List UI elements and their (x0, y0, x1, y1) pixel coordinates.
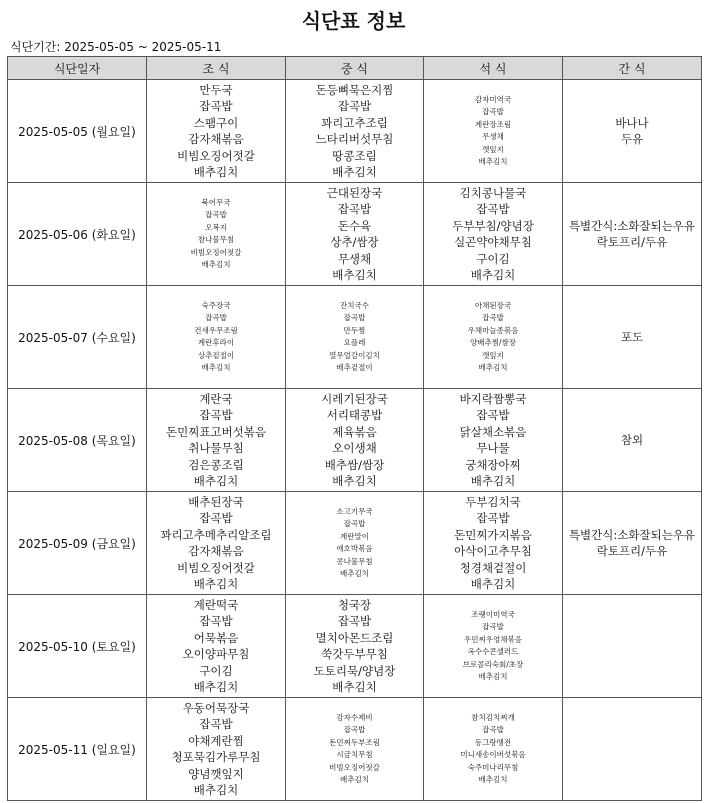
dinner-item: 조랭이미역국 (471, 609, 515, 619)
breakfast-item: 계란후라이 (197, 338, 235, 347)
lunch-item: 땅콩조림 (332, 148, 377, 163)
meal-table (7, 56, 702, 801)
dinner-item: 실곤약야채무침 (454, 235, 532, 249)
dinner-item: 구이김 (476, 251, 510, 266)
lunch-item: 열무얼갈이김치 (329, 350, 380, 360)
breakfast-cell (147, 492, 286, 595)
breakfast-item: 잡곡밥 (199, 511, 233, 525)
dinner-item: 배추김치 (478, 363, 508, 372)
snack-item: 참외 (620, 432, 644, 447)
dinner-cell (424, 389, 563, 492)
snack-item: 특별간식:소화잘되는우유 (568, 218, 696, 233)
breakfast-item: 오복지 (205, 222, 227, 232)
lunch-item: 배추김치 (332, 680, 377, 694)
dinner-item: 잡곡밥 (482, 313, 504, 322)
lunch-item: 배추김치 (332, 474, 377, 488)
lunch-item: 돈수육 (337, 218, 372, 233)
meal-date: 2025-05-10 (토요일) (8, 595, 147, 698)
header-snack: 간 식 (563, 57, 702, 80)
dinner-item: 닭살채소볶음 (459, 424, 527, 439)
lunch-item: 멸치아몬드조림 (315, 630, 394, 645)
meal-period: 식단기간: 2025-05-05 ~ 2025-05-11 (10, 40, 222, 54)
lunch-item: 배추김치 (340, 569, 369, 578)
breakfast-item: 배추김치 (193, 165, 239, 179)
table-row (8, 286, 702, 389)
dinner-cell (424, 286, 563, 389)
lunch-cell (286, 698, 424, 801)
breakfast-item: 꽈리고추메추리알조림 (160, 527, 272, 542)
dinner-item: 잡곡밥 (476, 202, 510, 216)
dinner-item: 숙주미나리무침 (467, 762, 519, 772)
lunch-item: 잡곡밥 (337, 202, 372, 216)
table-header-row (8, 57, 702, 80)
snack-item: 락토프리/두유 (596, 235, 668, 249)
breakfast-item: 어묵볶음 (193, 630, 239, 645)
dinner-item: 양배추찜/쌈장 (470, 338, 516, 347)
lunch-cell (286, 183, 424, 286)
snack-cell (563, 286, 702, 389)
breakfast-item: 잡곡밥 (199, 614, 233, 628)
breakfast-cell (147, 698, 286, 801)
breakfast-item: 검은콩조림 (188, 457, 244, 472)
breakfast-item: 숙주장국 (201, 300, 231, 310)
lunch-item: 오이생채 (332, 441, 377, 455)
breakfast-item: 배추김치 (201, 260, 231, 269)
lunch-item: 비빔오징어젓갈 (329, 762, 380, 772)
snack-item: 두유 (620, 132, 644, 146)
dinner-item: 배추김치 (470, 474, 516, 488)
lunch-item: 소고기무국 (336, 506, 373, 516)
header-date: 식단일자 (8, 57, 147, 80)
breakfast-item: 배추김치 (193, 577, 239, 591)
header-breakfast: 조 식 (147, 57, 286, 80)
meal-date: 2025-05-05 (월요일) (8, 80, 147, 183)
dinner-item: 잡곡밥 (482, 622, 504, 631)
lunch-item: 시레기된장국 (321, 391, 388, 406)
breakfast-item: 취나물무침 (188, 441, 244, 455)
breakfast-item: 잡곡밥 (199, 408, 233, 422)
dinner-cell (424, 183, 563, 286)
snack-item: 바나나 (615, 115, 649, 130)
table-row (8, 492, 702, 595)
meal-date: 2025-05-11 (일요일) (8, 698, 147, 801)
breakfast-item: 청포묵김가루무침 (171, 750, 261, 764)
lunch-item: 돈등뼈묵은지찜 (315, 82, 394, 97)
lunch-item: 요플레 (343, 338, 366, 347)
breakfast-cell (147, 595, 286, 698)
breakfast-cell (147, 389, 286, 492)
breakfast-item: 감자채볶음 (188, 544, 244, 558)
breakfast-item: 배추김치 (201, 363, 231, 372)
lunch-item: 잔치국수 (340, 300, 369, 310)
dinner-item: 우채마늘종볶음 (467, 325, 519, 335)
lunch-item: 배추김치 (332, 268, 377, 282)
lunch-item: 콩나물무침 (336, 556, 373, 566)
lunch-item: 잡곡밥 (337, 99, 372, 113)
lunch-item: 계란말이 (340, 531, 369, 541)
dinner-item: 잡곡밥 (476, 511, 510, 525)
lunch-item: 잡곡밥 (343, 313, 366, 322)
breakfast-item: 잡곡밥 (205, 210, 227, 219)
breakfast-item: 만두국 (199, 82, 233, 97)
dinner-item: 브로콜리숙회/초장 (462, 659, 524, 669)
breakfast-item: 잡곡밥 (199, 99, 233, 113)
meal-date: 2025-05-07 (수요일) (8, 286, 147, 389)
lunch-item: 시금치무침 (336, 750, 373, 759)
breakfast-item: 배추된장국 (188, 494, 244, 509)
lunch-item: 무생채 (337, 251, 372, 266)
breakfast-item: 우동어묵장국 (182, 700, 250, 715)
dinner-item: 궁채장아찌 (465, 457, 521, 472)
dinner-item: 미니새송이버섯볶음 (460, 750, 526, 759)
lunch-item: 도토리묵/양념장 (313, 663, 396, 678)
lunch-item: 감자수제비 (336, 712, 373, 722)
dinner-item: 배추김치 (470, 577, 516, 591)
breakfast-item: 배추김치 (193, 680, 239, 694)
breakfast-item: 돈민찌표고버섯볶음 (166, 424, 266, 439)
dinner-item: 돈민찌가지볶음 (454, 527, 532, 542)
snack-item: 락토프리/두유 (596, 544, 668, 558)
dinner-item: 김치콩나물국 (459, 185, 527, 200)
lunch-item: 잡곡밥 (337, 614, 372, 628)
table-row (8, 389, 702, 492)
dinner-item: 무나물 (476, 441, 510, 455)
lunch-item: 서리태콩밥 (326, 408, 383, 422)
breakfast-item: 야채계란찜 (188, 733, 244, 748)
dinner-item: 배추김치 (470, 268, 516, 282)
breakfast-item: 상추겉절이 (197, 350, 235, 360)
lunch-cell (286, 492, 424, 595)
dinner-item: 동그랑땡전 (474, 737, 512, 747)
breakfast-item: 오이양파무침 (182, 647, 250, 661)
dinner-item: 깻잎지 (482, 144, 504, 154)
table-row (8, 595, 702, 698)
breakfast-item: 배추김치 (193, 783, 239, 797)
breakfast-item: 비빔오징어젓갈 (177, 560, 255, 575)
lunch-item: 배추김치 (332, 165, 377, 179)
breakfast-cell (147, 286, 286, 389)
lunch-cell (286, 286, 424, 389)
header-lunch: 중 식 (286, 57, 424, 80)
lunch-item: 만두찜 (343, 325, 366, 335)
meal-date: 2025-05-08 (목요일) (8, 389, 147, 492)
snack-item: 포도 (620, 329, 644, 344)
dinner-item: 감자미역국 (474, 94, 512, 104)
snack-cell (563, 595, 702, 698)
breakfast-item: 참나물무침 (197, 235, 235, 244)
lunch-cell (286, 80, 424, 183)
breakfast-item: 배추김치 (193, 474, 239, 488)
dinner-item: 우민찌우엉채볶음 (464, 634, 522, 644)
table-row (8, 80, 702, 183)
lunch-item: 제육볶음 (332, 424, 377, 439)
breakfast-item: 잡곡밥 (205, 313, 227, 322)
breakfast-item: 스팸구이 (193, 115, 239, 130)
lunch-cell (286, 389, 424, 492)
snack-cell (563, 389, 702, 492)
lunch-item: 돈민찌두부조림 (329, 737, 380, 747)
breakfast-item: 감자채볶음 (188, 132, 244, 146)
dinner-item: 배추김치 (478, 775, 508, 784)
dinner-item: 잡곡밥 (482, 725, 504, 734)
breakfast-item: 계란국 (199, 391, 233, 406)
lunch-item: 배추쌈/쌈장 (324, 457, 385, 472)
lunch-item: 근대된장국 (326, 185, 383, 200)
meal-table-body (8, 80, 702, 801)
snack-cell (563, 492, 702, 595)
lunch-item: 느타리버섯무침 (315, 132, 394, 146)
dinner-item: 배추김치 (478, 157, 508, 166)
breakfast-cell (147, 80, 286, 183)
dinner-item: 참치김치찌개 (471, 712, 515, 722)
lunch-item: 상추/쌈장 (330, 235, 379, 249)
dinner-item: 옥수수콘샐러드 (467, 647, 519, 656)
lunch-item: 애호박볶음 (336, 544, 373, 553)
dinner-cell (424, 595, 563, 698)
lunch-item: 배추김치 (340, 775, 369, 784)
dinner-item: 무생채 (482, 132, 504, 141)
breakfast-item: 잡곡밥 (199, 717, 233, 731)
dinner-item: 잡곡밥 (476, 408, 510, 422)
dinner-item: 아삭이고추무침 (454, 544, 532, 558)
breakfast-cell (147, 183, 286, 286)
page-title: 식단표 정보 (301, 9, 406, 33)
dinner-item: 잡곡밥 (482, 107, 504, 116)
dinner-item: 바지락짬뽕국 (459, 391, 527, 406)
dinner-cell (424, 698, 563, 801)
lunch-item: 쑥갓두부무침 (321, 647, 388, 661)
meal-date: 2025-05-06 (화요일) (8, 183, 147, 286)
breakfast-item: 양념깻잎지 (188, 766, 244, 781)
snack-item: 특별간식:소화잘되는우유 (568, 527, 696, 542)
lunch-item: 꽈리고추조림 (321, 115, 388, 130)
dinner-item: 배추김치 (478, 672, 508, 681)
table-row (8, 698, 702, 801)
table-row (8, 183, 702, 286)
dinner-item: 아채된장국 (474, 300, 512, 310)
dinner-item: 두부김치국 (465, 494, 521, 509)
snack-cell (563, 80, 702, 183)
snack-cell (563, 183, 702, 286)
dinner-item: 청경채겉절이 (459, 560, 527, 575)
lunch-item: 잡곡밥 (343, 519, 366, 528)
lunch-item: 배추겉절이 (336, 363, 373, 372)
breakfast-item: 구이김 (199, 663, 233, 678)
snack-cell (563, 698, 702, 801)
dinner-cell (424, 492, 563, 595)
lunch-item: 잡곡밥 (343, 725, 366, 734)
breakfast-item: 비빔오징어젓갈 (190, 247, 242, 257)
breakfast-item: 계란떡국 (193, 597, 239, 612)
breakfast-item: 건새우무조림 (194, 325, 238, 335)
dinner-item: 깻잎지 (482, 350, 504, 360)
meal-date: 2025-05-09 (금요일) (8, 492, 147, 595)
dinner-cell (424, 80, 563, 183)
breakfast-item: 비빔오징어젓갈 (177, 148, 255, 163)
dinner-item: 두부부침/양념장 (452, 218, 534, 233)
header-dinner: 석 식 (424, 57, 563, 80)
breakfast-item: 북어무국 (201, 197, 231, 207)
lunch-item: 청국장 (337, 597, 372, 612)
dinner-item: 계란장조림 (474, 119, 512, 129)
lunch-cell (286, 595, 424, 698)
